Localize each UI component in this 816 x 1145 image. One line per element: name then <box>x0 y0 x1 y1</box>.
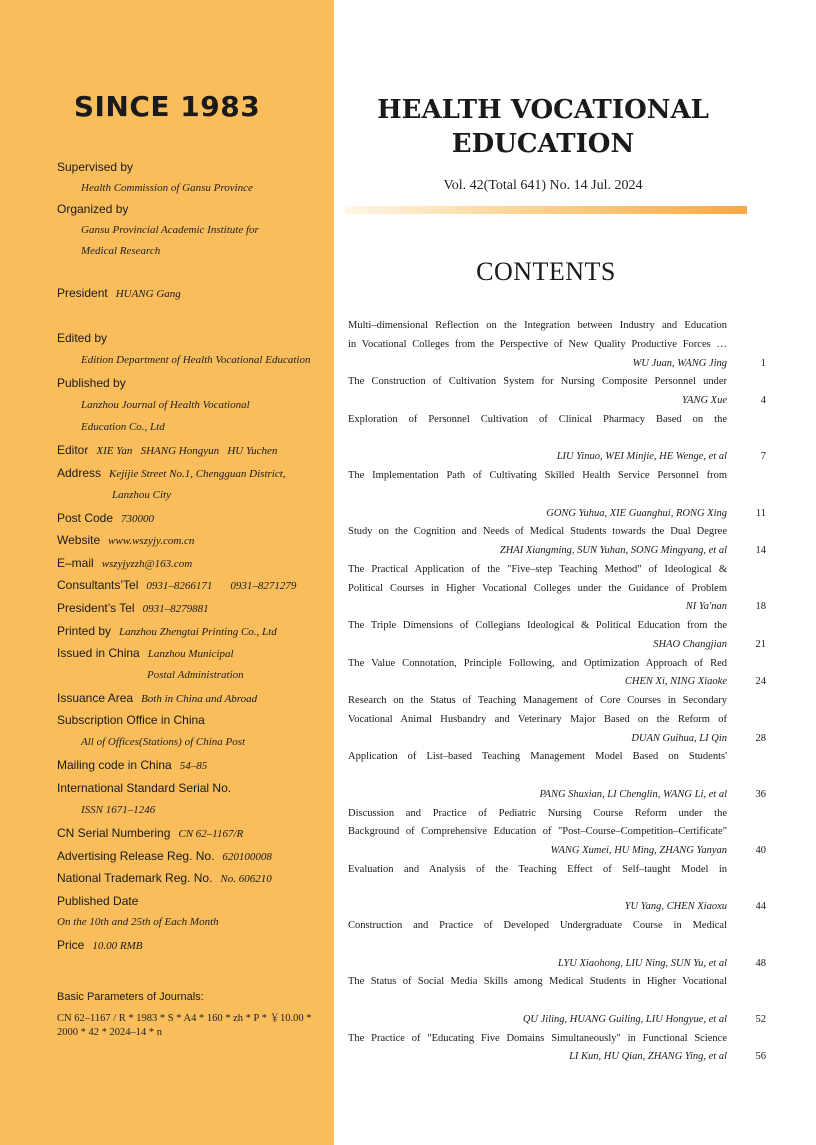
toc-page-number: 40 <box>755 845 766 856</box>
toc-title-text: Application of List–based Teaching Management Model Based on Students' <box>348 751 727 763</box>
toc-author: LYU Xiaohong, LIU Ning, SUN Yu, et al <box>553 955 727 974</box>
cn-label: CN Serial Numbering <box>57 826 171 840</box>
pubdate-value: On the 10th and 25th of Each Month <box>57 916 219 928</box>
toc-title-text: Construction and Practice of Developed Undergraduate Course in Medical <box>348 920 727 931</box>
printed-row <box>57 624 277 638</box>
toc-line <box>348 786 768 805</box>
trademark-row <box>57 871 272 885</box>
since-heading: SINCE 1983 <box>73 90 261 123</box>
toc-line <box>348 1048 768 1067</box>
toc-line <box>348 673 768 692</box>
toc-line <box>348 936 768 955</box>
email-value: wszyjyzzh@163.com <box>101 558 193 570</box>
president-tel-label: President’s Tel <box>57 601 135 615</box>
organized-label: Organized by <box>57 202 129 216</box>
toc-page-number: 44 <box>755 901 766 913</box>
toc-line <box>348 842 768 861</box>
edited-value: Edition Department of Health Vocational Education <box>81 354 311 366</box>
toc-line <box>348 336 768 355</box>
area-label: Issuance Area <box>57 691 134 705</box>
editor-value: XIE Yan SHANG Hongyun HU Yuchen <box>96 445 278 457</box>
issued-row <box>57 646 234 660</box>
subscription-value: All of Offices(Stations) of China Post <box>81 736 246 748</box>
toc-line <box>348 636 768 655</box>
cn-value: CN 62–1167/R <box>178 828 244 840</box>
toc-line <box>348 730 768 749</box>
toc-page-number: 4 <box>760 395 766 406</box>
issn-value: ISSN 1671–1246 <box>81 804 156 816</box>
toc-page-number: 28 <box>755 732 766 744</box>
toc-page-number: 24 <box>755 676 766 688</box>
contents-heading: CONTENTS <box>476 257 616 286</box>
toc-page-number: 14 <box>755 545 766 556</box>
header-divider-bar <box>345 206 747 214</box>
published-value-line1: Lanzhou Journal of Health Vocational <box>81 399 250 411</box>
consultants-value-2: 0931–8271279 <box>230 580 297 592</box>
website-label: Website <box>57 533 101 547</box>
address-label: Address <box>57 466 102 480</box>
journal-title-line1: HEALTH VOCATIONAL <box>377 95 709 125</box>
website-row <box>57 533 194 547</box>
supervised-value: Health Commission of Gansu Province <box>81 182 253 194</box>
toc-line <box>348 1030 768 1049</box>
area-row <box>57 691 257 705</box>
toc-line <box>348 917 768 936</box>
toc-line <box>348 505 768 524</box>
toc-line <box>348 692 768 711</box>
toc-author: DUAN Guihua, LI Qin <box>626 730 727 749</box>
basic-parameters-line1: CN 62–1167 / R * 1983 * S * A4 * 160 * zh * P * ￥10.00 * <box>57 1013 312 1024</box>
toc-line <box>348 580 768 599</box>
supervised-label: Supervised by <box>57 160 134 174</box>
printed-label: Printed by <box>57 624 112 638</box>
organized-value-line2: Medical Research <box>81 245 161 257</box>
issued-value-line1: Lanzhou Municipal <box>147 648 234 660</box>
toc-line <box>348 973 768 992</box>
toc-title-text: Vocational Animal Husbandry and Veterinary Major Based on the Reform of <box>348 713 727 725</box>
address-value-line2: Lanzhou City <box>112 489 171 501</box>
issued-label: Issued in China <box>57 646 140 660</box>
toc-author: ZHAI Xiangming, SUN Yuhan, SONG Mingyang, et al <box>495 542 727 561</box>
toc-title-text: The Practice of "Educating Five Domains Simultaneously" in Functional Science <box>348 1032 727 1044</box>
toc-title-text: The Value Connotation, Principle Following, and Optimization Approach of Red <box>348 657 727 669</box>
journal-title-line2: EDUCATION <box>451 129 635 159</box>
toc-line <box>348 617 768 636</box>
toc-page-number: 48 <box>755 957 766 969</box>
trademark-label: National Trademark Reg. No. <box>57 871 213 885</box>
toc-line <box>348 767 768 786</box>
president-value: HUANG Gang <box>115 288 181 300</box>
toc-line <box>348 430 768 449</box>
toc-title-text: Discussion and Practice of Pediatric Nursing Course Reform under the <box>348 807 727 819</box>
toc-page-number: 18 <box>755 601 766 613</box>
toc-line <box>348 711 768 730</box>
toc-line <box>348 598 768 617</box>
address-value-line1: Kejijie Street No.1, Chengguan District, <box>109 468 286 480</box>
toc-line <box>348 898 768 917</box>
toc-page-number: 1 <box>760 357 766 369</box>
editor-label: Editor <box>57 443 89 457</box>
postcode-label: Post Code <box>57 511 114 525</box>
mailing-row <box>57 758 207 772</box>
journal-title <box>345 93 741 161</box>
toc-title-text: Multi–dimensional Reflection on the Integration between Industry and Education <box>348 320 727 331</box>
toc-line <box>348 373 768 392</box>
toc-line <box>348 467 768 486</box>
basic-parameters-line2: 2000 * 42 * 2024–14 * n <box>57 1027 162 1038</box>
toc-line <box>348 992 768 1011</box>
email-label: E–mail <box>57 556 94 570</box>
pubdate-label: Published Date <box>57 894 139 908</box>
toc-line <box>348 355 768 374</box>
issued-value-line2: Postal Administration <box>147 669 244 681</box>
advertising-label: Advertising Release Reg. No. <box>57 849 215 863</box>
toc-page-number: 7 <box>760 451 766 463</box>
toc-line <box>348 805 768 824</box>
president-label: President <box>57 286 108 300</box>
toc-page-number: 21 <box>755 638 766 650</box>
toc-title-text: The Triple Dimensions of Collegians Ideological & Political Education from the <box>348 620 727 631</box>
toc-title-text: Evaluation and Analysis of the Teaching Effect of Self–taught Model in <box>348 863 727 875</box>
toc-line <box>348 523 768 542</box>
toc-line <box>348 317 768 336</box>
toc-title-text: Study on the Cognition and Needs of Medical Students towards the Dual Degree <box>348 526 727 538</box>
cn-row <box>57 826 243 840</box>
website-value: www.wszyjy.com.cn <box>108 535 195 547</box>
toc-author: WANG Xumei, HU Ming, ZHANG Yanyan <box>545 842 727 861</box>
toc-title-text: Exploration of Personnel Cultivation of Clinical Pharmacy Based on the <box>348 413 727 425</box>
issn-label: International Standard Serial No. <box>57 781 232 795</box>
president-tel-row <box>57 601 209 615</box>
toc-author: YU Yang, CHEN Xiaoxu <box>620 898 727 917</box>
price-label: Price <box>57 938 85 952</box>
mailing-label: Mailing code in China <box>57 758 172 772</box>
consultants-row <box>57 578 296 592</box>
toc-line <box>348 448 768 467</box>
toc-line <box>348 861 768 880</box>
toc-author: LI Kun, HU Qian, ZHANG Ying, et al <box>564 1048 727 1067</box>
toc-line <box>348 542 768 561</box>
toc-author: YANG Xue <box>677 392 727 411</box>
toc-author: GONG Yuhua, XIE Guanghui, RONG Xing <box>541 505 727 524</box>
toc-title-text: Research on the Status of Teaching Management of Core Courses in Secondary <box>348 695 727 706</box>
volume-info: Vol. 42(Total 641) No. 14 Jul. 2024 <box>443 178 643 193</box>
toc-title-text: The Practical Application of the "Five–step Teaching Method" of Ideological & <box>348 563 727 575</box>
toc-author: CHEN Xi, NING Xiaoke <box>620 673 727 692</box>
price-row <box>57 938 142 952</box>
toc-line <box>348 411 768 430</box>
advertising-value: 620100008 <box>222 851 272 863</box>
toc-line <box>348 655 768 674</box>
toc-line <box>348 392 768 411</box>
edited-label: Edited by <box>57 331 108 345</box>
toc-line <box>348 561 768 580</box>
table-of-contents <box>348 317 768 1067</box>
published-value-line2: Education Co., Ltd <box>81 421 165 433</box>
editor-row <box>57 443 277 457</box>
toc-title-text: Political Courses in Higher Vocational Colleges under the Guidance of Problem <box>348 582 727 594</box>
toc-title-text: in Vocational Colleges from the Perspective of New Quality Productive Forces … <box>348 338 727 350</box>
president-tel-value: 0931–8279881 <box>142 603 209 615</box>
toc-line <box>348 955 768 974</box>
mailing-value: 54–85 <box>179 760 208 772</box>
basic-parameters-label: Basic Parameters of Journals: <box>57 991 204 1003</box>
toc-page-number: 36 <box>755 788 766 800</box>
toc-line <box>348 486 768 505</box>
price-value: 10.00 RMB <box>92 940 143 952</box>
toc-author: WU Juan, WANG Jing <box>628 355 727 374</box>
toc-page-number: 52 <box>755 1013 766 1025</box>
advertising-row <box>57 849 272 863</box>
sidebar <box>0 0 334 1145</box>
area-value: Both in China and Abroad <box>141 693 258 705</box>
toc-line <box>348 748 768 767</box>
toc-title-text: Background of Comprehensive Education of "Post–Course–Competition–Certificate" <box>348 826 727 838</box>
toc-author: NI Ya'nan <box>681 598 727 617</box>
toc-author: PANG Shuxian, LI Chenglin, WANG Li, et al <box>535 786 728 805</box>
postcode-row <box>57 511 154 525</box>
consultants-value-1: 0931–8266171 <box>146 580 213 592</box>
printed-value: Lanzhou Zhengtai Printing Co., Ltd <box>119 626 277 638</box>
consultants-label: Consultants’Tel <box>57 578 139 592</box>
subscription-label: Subscription Office in China <box>57 713 205 727</box>
toc-line <box>348 1011 768 1030</box>
trademark-value: No. 606210 <box>220 873 272 885</box>
toc-author: LIU Yinuo, WEI Minjie, HE Wenge, et al <box>552 448 727 467</box>
toc-line <box>348 880 768 899</box>
toc-page-number: 11 <box>755 507 766 519</box>
toc-title-text: The Construction of Cultivation System for Nursing Composite Personnel under <box>348 376 727 388</box>
toc-page-number: 56 <box>755 1051 766 1063</box>
toc-title-text: The Implementation Path of Cultivating Skilled Health Service Personnel from <box>348 470 727 481</box>
toc-title-text: The Status of Social Media Skills among Medical Students in Higher Vocational <box>348 976 727 988</box>
postcode-value: 730000 <box>121 513 155 525</box>
published-label: Published by <box>57 376 126 390</box>
organized-value-line1: Gansu Provincial Academic Institute for <box>81 224 259 236</box>
president-row <box>57 286 181 300</box>
toc-author: QU Jiling, HUANG Guiling, LIU Hongyue, et al <box>518 1011 727 1030</box>
toc-line <box>348 823 768 842</box>
email-row <box>57 556 192 570</box>
address-row <box>57 466 286 480</box>
toc-author: SHAO Changjian <box>648 636 727 655</box>
